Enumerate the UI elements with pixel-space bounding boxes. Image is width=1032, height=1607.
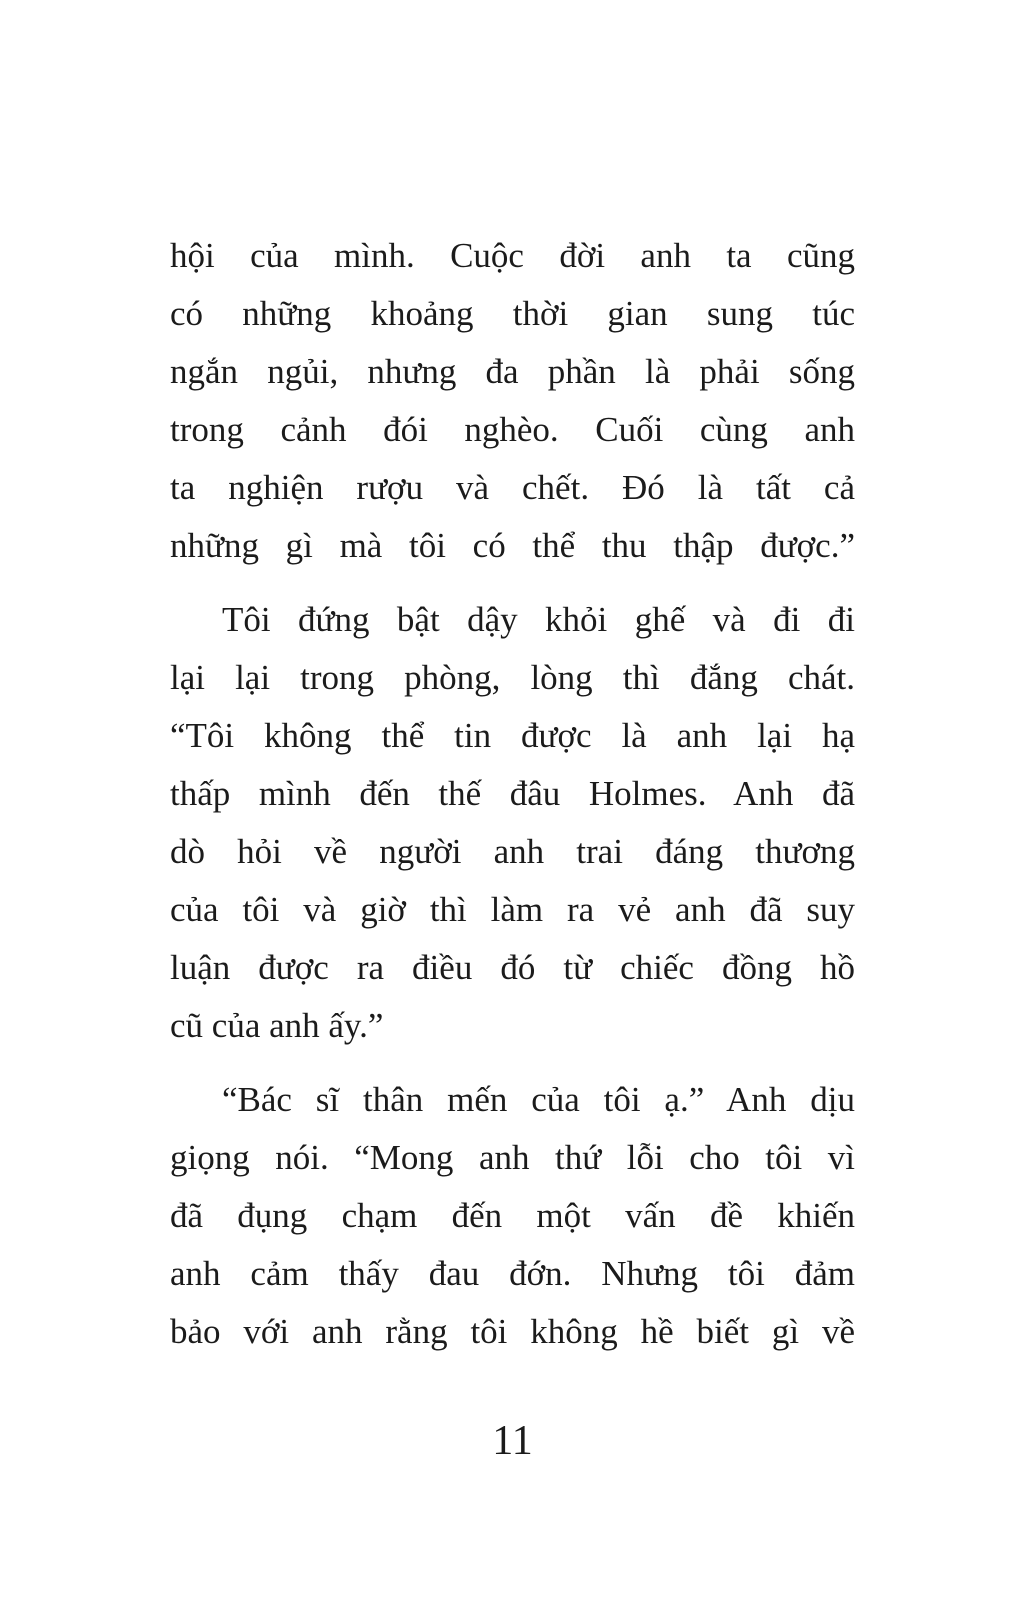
text-line: những gì mà tôi có thể thu thập được.” [170,526,855,565]
text-line: “Tôi không thể tin được là anh lại hạ [170,716,855,755]
text-line: thấp mình đến thế đâu Holmes. Anh đã [170,774,855,813]
text-line: có những khoảng thời gian sung túc [170,294,855,333]
text-line: trong cảnh đói nghèo. Cuối cùng anh [170,410,855,449]
text-line: cũ của anh ấy.” [170,1006,384,1045]
text-line: đã đụng chạm đến một vấn đề khiến [170,1196,855,1235]
page-number: 11 [492,1418,533,1464]
text-line: luận được ra điều đó từ chiếc đồng hồ [170,948,855,987]
text-line: ta nghiện rượu và chết. Đó là tất cả [170,468,855,507]
text-line: của tôi và giờ thì làm ra vẻ anh đã suy [170,890,855,929]
text-line: hội của mình. Cuộc đời anh ta cũng [170,236,855,275]
text-line: ngắn ngủi, nhưng đa phần là phải sống [170,352,855,391]
text-line: “Bác sĩ thân mến của tôi ạ.” Anh dịu [222,1080,855,1119]
text-line: Tôi đứng bật dậy khỏi ghế và đi đi [222,600,855,639]
text-line: bảo với anh rằng tôi không hề biết gì về [170,1312,855,1351]
text-line: dò hỏi về người anh trai đáng thương [170,832,855,871]
text-line: giọng nói. “Mong anh thứ lỗi cho tôi vì [170,1138,855,1177]
paragraph-3 [170,1071,855,1361]
page-text [170,227,855,1361]
paragraph-1 [170,227,855,575]
text-line: lại lại trong phòng, lòng thì đắng chát. [170,658,855,697]
text-line: anh cảm thấy đau đớn. Nhưng tôi đảm [170,1254,855,1293]
paragraph-2 [170,591,855,1055]
